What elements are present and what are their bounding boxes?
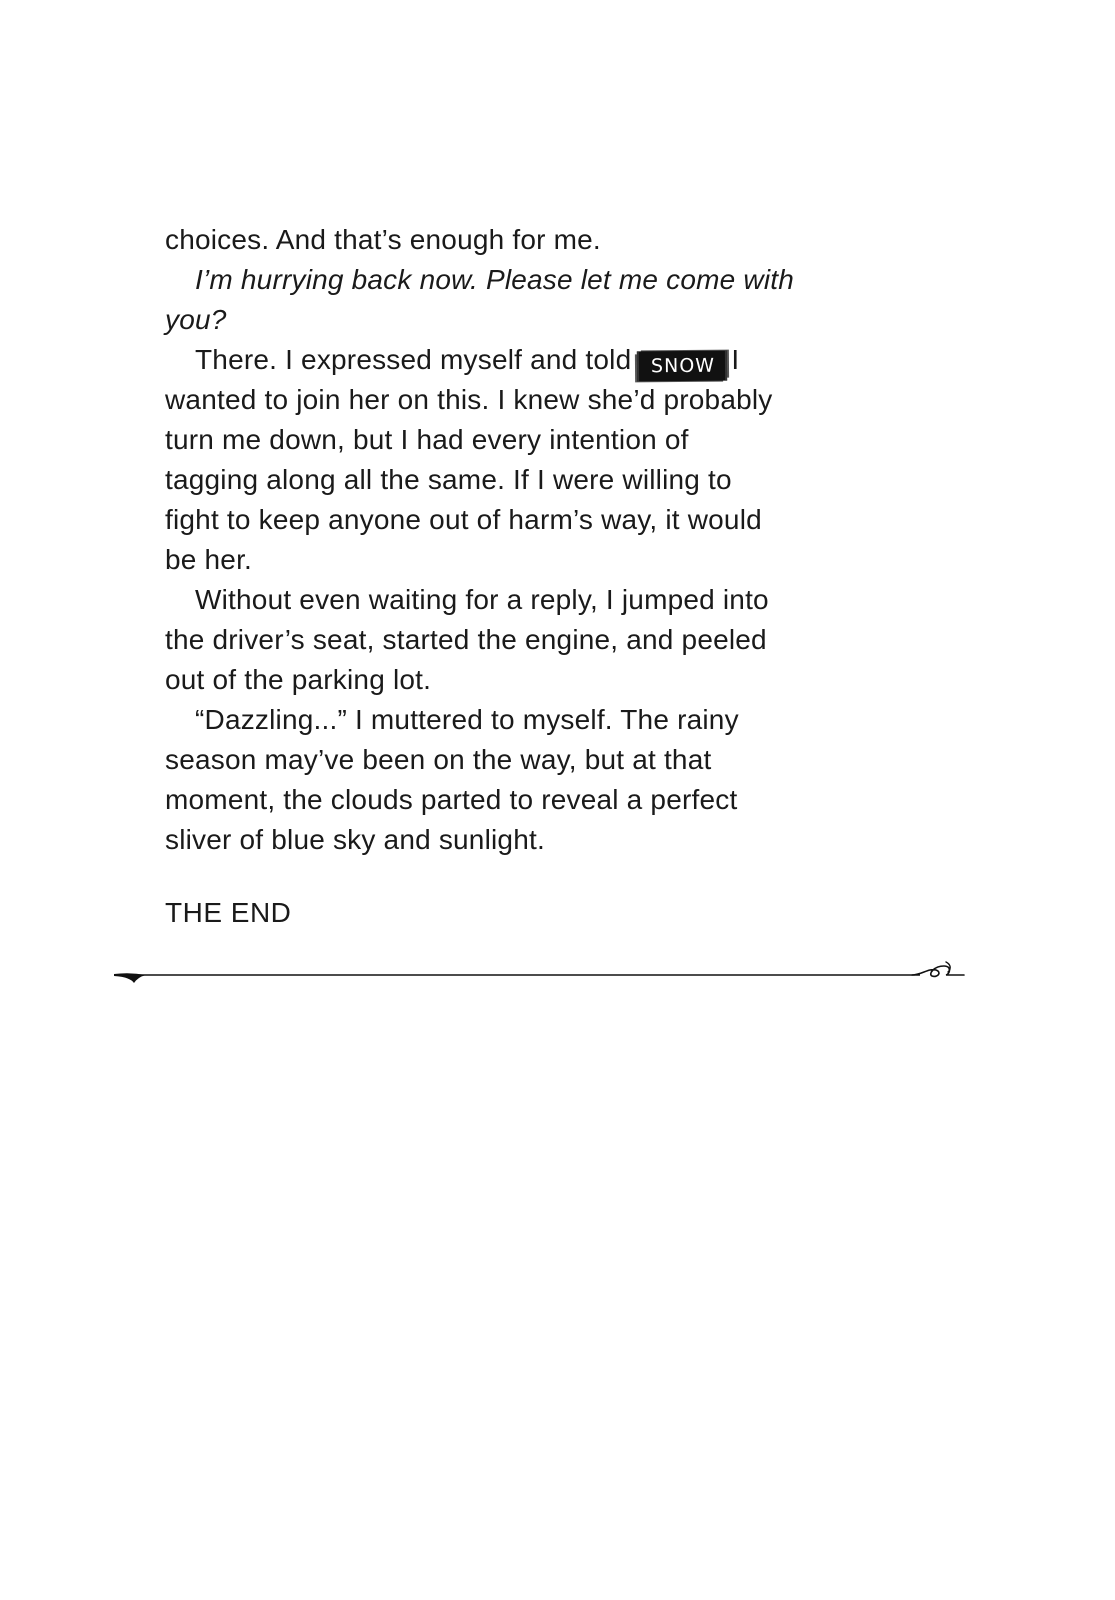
story-text xyxy=(165,220,885,860)
name-tag-snow: SNOW xyxy=(637,351,727,382)
text-line: Without even waiting for a reply, I jumped into xyxy=(195,584,769,615)
text-line: turn me down, but I had every intention of xyxy=(165,424,689,455)
text-line: “Dazzling...” I muttered to myself. The rainy xyxy=(195,704,739,735)
text-line: moment, the clouds parted to reveal a perfect xyxy=(165,784,738,815)
text-line: tagging along all the same. If I were willing to xyxy=(165,464,732,495)
text-line: season may’ve been on the way, but at that xyxy=(165,744,712,775)
text-line: wanted to join her on this. I knew she’d probably xyxy=(165,384,773,415)
text-fragment: There. I expressed myself and told xyxy=(195,344,632,375)
divider-flourish-icon xyxy=(112,958,972,988)
text-line: you? xyxy=(165,304,227,335)
text-line: sliver of blue sky and sunlight. xyxy=(165,824,545,855)
the-end-heading: THE END xyxy=(165,897,292,928)
text-line: fight to keep anyone out of harm’s way, it would xyxy=(165,504,762,535)
text-line-with-tag xyxy=(165,340,885,380)
text-line: out of the parking lot. xyxy=(165,664,432,695)
text-line: choices. And that’s enough for me. xyxy=(165,224,601,255)
text-line: the driver’s seat, started the engine, and peeled xyxy=(165,624,767,655)
text-fragment: I xyxy=(731,344,740,375)
text-line: be her. xyxy=(165,544,253,575)
text-line: I’m hurrying back now. Please let me come with xyxy=(195,264,795,295)
